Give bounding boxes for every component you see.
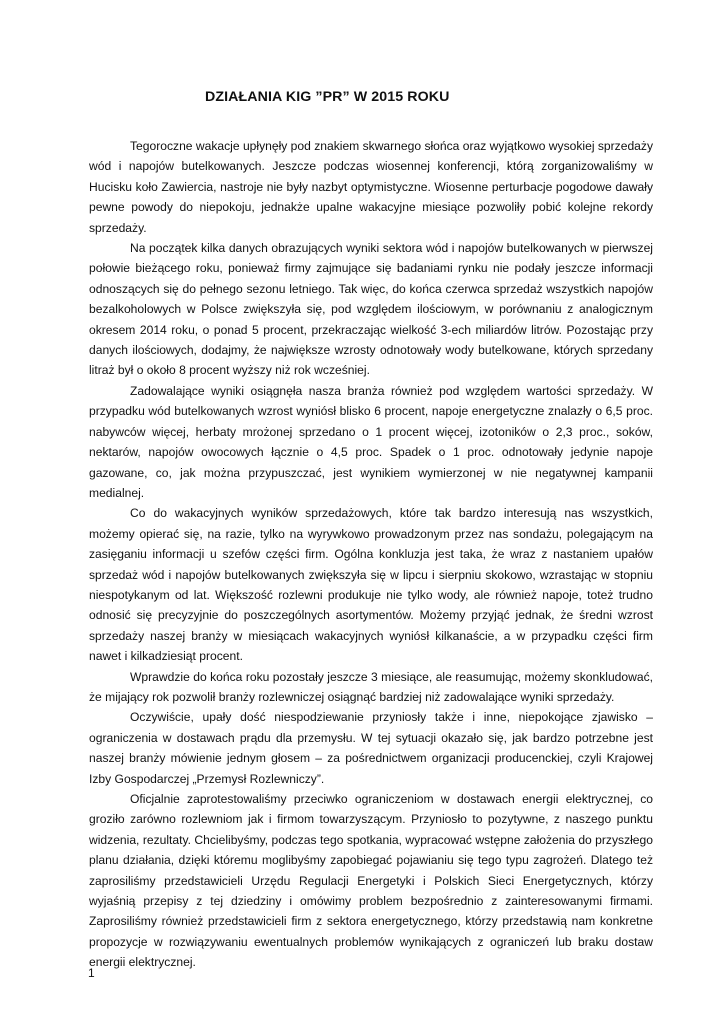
paragraph-5: Wprawdzie do końca roku pozostały jeszcze 3 miesiące, ale reasumując, możemy skonkludować, że mijający rok pozwolił branży rozlewniczej osiągnąć bardziej niż zadowalające wyniki sprzedaży. xyxy=(89,669,653,704)
paragraph-6: Oczywiście, upały dość niespodziewanie przyniosły także i inne, niepokojące zjawisko – ograniczenia w dostawach prądu dla przemysłu. W tej sytuacji okazało się, jak bardzo potrzebne jest naszej branży mówienie jednym głosem – za pośrednictwem organizacji producenckiej, czyli Krajowej Izby Gospodarczej „Przemysł Rozlewniczy”. xyxy=(89,710,653,786)
paragraph-1: Tegoroczne wakacje upłynęły pod znakiem skwarnego słońca oraz wyjątkowo wysokiej sprzedaży wód i napojów butelkowanych. Jeszcze podczas wiosennej konferencji, którą zorganizowaliśmy w Hucisku koło Zawiercia, nastroje nie były nazbyt optymistyczne. Wiosenne perturbacje pogodowe dawały pewne powody do niepokoju, jednakże upalne wakacyjne miesiące pozwoliły pobić kolejne rekordy sprzedaży. xyxy=(89,139,653,235)
document-body xyxy=(89,136,653,973)
page-number: 1 xyxy=(88,966,95,980)
paragraph-2: Na początek kilka danych obrazujących wyniki sektora wód i napojów butelkowanych w pierwszej połowie bieżącego roku, ponieważ firmy zajmujące się badaniami rynku nie podały jeszcze informacji odnoszących się do pełnego sezonu letniego. Tak więc, do końca czerwca sprzedaż wszystkich napojów bezalkoholowych w Polsce zwiększyła się, pod względem ilościowym, w porównaniu z analogicznym okresem 2014 roku, o ponad 5 procent, przekraczając wielkość 3-ech miliardów litrów. Pozostając przy danych ilościowych, dodajmy, że największe wzrosty odnotowały wody butelkowane, których sprzedany litraż był o około 8 procent wyższy niż rok wcześniej. xyxy=(89,241,653,378)
paragraph-3: Zadowalające wyniki osiągnęła nasza branża również pod względem wartości sprzedaży. W przypadku wód butelkowanych wzrost wyniósł blisko 6 procent, napoje energetyczne znalazły o 6,5 proc. nabywców więcej, herbaty mrożonej sprzedano o 1 procent więcej, izotoników o 2,3 proc., soków, nektarów, napojów owocowych łącznie o 4,5 proc. Spadek o 1 proc. odnotowały jedynie napoje gazowane, co, jak można przypuszczać, jest wynikiem wymierzonej w nie negatywnej kampanii medialnej. xyxy=(89,383,653,500)
paragraph-4: Co do wakacyjnych wyników sprzedażowych, które tak bardzo interesują nas wszystkich, możemy opierać się, na razie, tylko na wyrywkowo prowadzonym przez nas sondażu, polegającym na zasięganiu informacji u szefów części firm. Ogólna konkluzja jest taka, że wraz z nastaniem upałów sprzedaż wód i napojów butelkowanych zwiększyła się w lipcu i sierpniu skokowo, wzrastając w stopniu niespotykanym od lat. Większość rozlewni produkuje nie tylko wody, ale również napoje, toteż trudno odnosić się precyzyjnie do poszczególnych asortymentów. Możemy przyjąć jednak, że średni wzrost sprzedaży naszej branży w miesiącach wakacyjnych wyniósł kilkanaście, a w przypadku części firm nawet i kilkadziesiąt procent. xyxy=(89,506,653,664)
document-title: DZIAŁANIA KIG ”PR” W 2015 ROKU xyxy=(205,89,450,105)
paragraph-7: Oficjalnie zaprotestowaliśmy przeciwko ograniczeniom w dostawach energii elektrycznej, co groziło zarówno rozlewniom jak i firmom towarzyszącym. Przyniosło to pozytywne, z naszego punktu widzenia, rezultaty. Chcielibyśmy, podczas tego spotkania, wypracować wstępne założenia do przyszłego planu działania, dzięki któremu moglibyśmy zapobiegać pojawianiu się tego typu zagrożeń. Dlatego też zaprosiliśmy przedstawicieli Urzędu Regulacji Energetyki i Polskich Sieci Energetycznych, którzy wyjaśnią przepisy z tej dziedziny i omówimy problem bezpośrednio z zainteresowanymi firmami. Zaprosiliśmy również przedstawicieli firm z sektora energetycznego, którzy przedstawią nam konkretne propozycje w rozwiązywaniu ewentualnych problemów wynikających z ograniczeń lub braku dostaw energii elektrycznej. xyxy=(89,792,653,970)
